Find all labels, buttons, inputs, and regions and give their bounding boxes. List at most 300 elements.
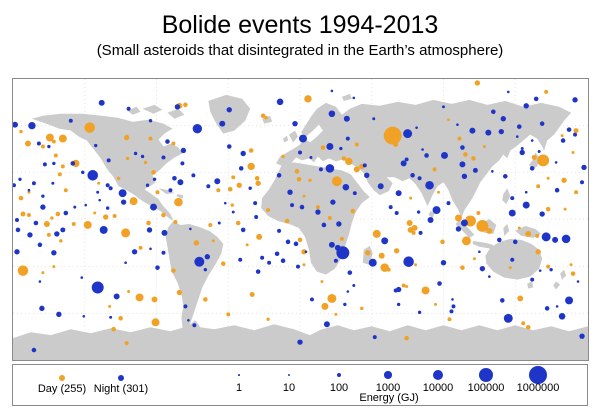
bolide-dot-day xyxy=(231,203,234,206)
bolide-dot-night xyxy=(442,105,445,108)
bolide-dot-day xyxy=(483,145,486,148)
world-map-panel xyxy=(12,78,589,361)
bolide-dot-night xyxy=(187,319,190,322)
bolide-dot-day xyxy=(84,122,95,133)
bolide-dot-night xyxy=(500,298,505,303)
bolide-dot-night xyxy=(410,173,415,178)
bolide-dot-night xyxy=(38,243,43,248)
legend-panel xyxy=(12,364,588,406)
bolide-dot-night xyxy=(92,282,104,294)
bolide-dot-day xyxy=(365,250,370,255)
bolide-dot-day xyxy=(574,128,579,133)
bolide-dot-night xyxy=(334,259,338,263)
bolide-dot-night xyxy=(172,176,177,181)
bolide-dot-day xyxy=(518,226,521,229)
bolide-dot-night xyxy=(534,97,539,102)
bolide-dot-day xyxy=(41,145,45,149)
bolide-dot-day xyxy=(345,158,352,165)
bolide-dot-night xyxy=(473,168,478,173)
bolide-dot-day xyxy=(340,237,344,241)
bolide-dot-day xyxy=(64,188,68,192)
bolide-dot-day xyxy=(156,190,160,194)
bolide-dot-day xyxy=(525,231,531,237)
bolide-dot-night xyxy=(573,133,577,137)
bolide-dot-day xyxy=(384,127,402,145)
bolide-dot-day xyxy=(152,318,160,326)
energy-tick-label: 10000 xyxy=(422,382,454,394)
bolide-dot-day xyxy=(84,221,92,229)
bolide-dot-night xyxy=(39,306,44,311)
energy-tick-circle xyxy=(238,374,240,376)
bolide-dot-night xyxy=(168,188,172,192)
bolide-dot-day xyxy=(532,155,537,160)
bolide-dot-night xyxy=(542,232,551,241)
bolide-dot-day xyxy=(118,316,123,321)
bolide-dot-night xyxy=(396,287,401,292)
bolide-dot-day xyxy=(121,228,130,237)
bolide-dot-day xyxy=(58,172,62,176)
bolide-dot-day xyxy=(171,142,175,146)
bolide-dot-day xyxy=(412,225,418,231)
bolide-dot-night xyxy=(305,250,308,253)
bolide-dot-day xyxy=(455,215,462,222)
bolide-dot-night xyxy=(281,258,286,263)
bolide-dot-day xyxy=(572,151,575,154)
bolide-dot-day xyxy=(517,295,523,301)
bolide-dot-day xyxy=(457,137,461,141)
bolide-dot-night xyxy=(504,314,513,323)
bolide-dot-day xyxy=(509,266,512,269)
bolide-dot-night xyxy=(134,152,137,155)
bolide-dot-night xyxy=(294,242,299,247)
bolide-dot-night xyxy=(227,107,232,112)
bolide-dot-day xyxy=(434,303,437,306)
bolide-dot-night xyxy=(478,250,481,253)
bolide-dot-night xyxy=(579,333,584,338)
bolide-dot-night xyxy=(15,218,19,222)
island-tasmania xyxy=(527,282,533,289)
bolide-dot-night xyxy=(415,126,418,129)
bolide-dot-day xyxy=(117,177,120,180)
bolide-dot-day xyxy=(41,271,44,274)
bolide-dot-day xyxy=(151,170,156,175)
bolide-dot-night xyxy=(549,268,552,271)
bolide-dot-night xyxy=(531,139,534,142)
bolide-dot-night xyxy=(150,204,157,211)
bolide-dot-night xyxy=(501,116,506,121)
bolide-dot-day xyxy=(149,137,153,141)
bolide-dot-night xyxy=(491,109,496,114)
bolide-dot-night xyxy=(98,199,101,202)
bolide-dot-day xyxy=(405,285,408,288)
bolide-dot-day xyxy=(475,80,480,85)
bolide-dot-night xyxy=(545,306,550,311)
bolide-dot-night xyxy=(347,290,350,293)
bolide-dot-night xyxy=(562,235,571,244)
bolide-dot-night xyxy=(363,163,367,167)
bolide-dot-night xyxy=(559,313,566,320)
bolide-dot-day xyxy=(332,176,342,186)
bolide-dot-night xyxy=(530,166,535,171)
bolide-dot-night xyxy=(73,206,76,209)
bolide-dot-night xyxy=(552,237,558,243)
bolide-dot-night xyxy=(441,260,446,265)
bolide-dot-night xyxy=(497,238,502,243)
bolide-dot-day xyxy=(124,135,129,140)
bolide-dot-night xyxy=(121,199,126,204)
bolide-dot-day xyxy=(125,341,129,345)
bolide-dot-night xyxy=(510,258,514,262)
bolide-dot-day xyxy=(570,263,573,266)
energy-tick-circle xyxy=(384,371,391,378)
bolide-dot-day xyxy=(113,214,117,218)
energy-tick-circle xyxy=(433,370,444,381)
bolide-dot-day xyxy=(526,325,531,330)
bolide-dot-night xyxy=(254,215,258,219)
bolide-dot-day xyxy=(437,191,440,194)
bolide-dot-day xyxy=(281,155,284,158)
bolide-dot-night xyxy=(193,124,202,133)
bolide-dot-day xyxy=(194,240,199,245)
bolide-dot-night xyxy=(34,221,39,226)
bolide-dot-day xyxy=(351,209,356,214)
bolide-dot-night xyxy=(204,268,207,271)
bolide-dot-day xyxy=(216,188,220,192)
bolide-dot-day xyxy=(208,223,212,227)
energy-tick-circle xyxy=(288,374,291,377)
bolide-dot-night xyxy=(205,254,210,259)
bolide-dot-day xyxy=(139,246,143,250)
bolide-dot-day xyxy=(546,265,550,269)
bolide-dot-night xyxy=(309,156,312,159)
bolide-dot-night xyxy=(13,183,16,187)
bolide-dot-night xyxy=(60,227,65,232)
bolide-dot-night xyxy=(206,184,210,188)
bolide-dot-day xyxy=(360,307,363,310)
bolide-dot-night xyxy=(339,147,342,150)
bolide-dot-night xyxy=(69,119,73,123)
bolide-dot-day xyxy=(173,220,177,224)
bolide-dot-night xyxy=(87,170,98,181)
bolide-dot-day xyxy=(402,284,406,288)
bolide-dot-night xyxy=(41,194,44,197)
bolide-dot-night xyxy=(418,311,421,314)
figure-title: Bolide events 1994-2013 xyxy=(161,11,439,39)
bolide-dot-night xyxy=(459,161,465,167)
bolide-dot-night xyxy=(40,204,45,209)
energy-axis-label: Energy (GJ) xyxy=(359,392,419,404)
bolide-dot-night xyxy=(43,162,47,166)
bolide-dot-night xyxy=(329,242,335,248)
bolide-dot-night xyxy=(513,240,518,245)
bolide-dot-night xyxy=(239,166,244,171)
bolide-dot-day xyxy=(561,178,566,183)
bolide-dot-night xyxy=(238,258,242,262)
bolide-dot-night xyxy=(373,335,377,339)
bolide-dot-day xyxy=(237,183,242,188)
bolide-dot-night xyxy=(343,303,346,306)
bolide-dot-night xyxy=(352,284,355,287)
bolide-dot-night xyxy=(521,147,524,150)
bolide-dot-day xyxy=(177,290,182,295)
bolide-dot-day xyxy=(247,163,254,170)
bolide-dot-day xyxy=(203,297,208,302)
bolide-dot-night xyxy=(109,316,112,319)
energy-tick-circle xyxy=(337,373,342,378)
bolide-dot-day xyxy=(52,140,56,144)
bolide-dot-day xyxy=(19,196,24,201)
bolide-dot-night xyxy=(421,148,424,151)
bolide-dot-night xyxy=(520,150,525,155)
bolide-dot-night xyxy=(189,228,192,231)
bolide-dot-night xyxy=(310,297,314,301)
bolide-dot-day xyxy=(212,239,215,242)
bolide-dot-night xyxy=(300,205,305,210)
bolide-dot-night xyxy=(480,266,485,271)
bolide-dot-day xyxy=(111,327,116,332)
bolide-dot-day xyxy=(126,157,129,160)
bolide-dot-day xyxy=(127,290,130,293)
bolide-dot-day xyxy=(174,198,183,207)
bolide-dot-night xyxy=(326,164,335,173)
bolide-dot-night xyxy=(119,189,127,197)
bolide-dot-night xyxy=(319,167,323,171)
bolide-dot-night xyxy=(401,160,407,166)
bolide-dot-night xyxy=(54,231,59,236)
bolide-dot-night xyxy=(192,323,196,327)
bolide-dot-night xyxy=(71,161,76,166)
island-britain-ireland xyxy=(283,131,298,143)
bolide-dot-night xyxy=(441,152,448,159)
bolide-dot-night xyxy=(218,221,221,224)
bolide-dot-day xyxy=(387,268,391,272)
bolide-dot-night xyxy=(523,202,530,209)
bolide-dot-night xyxy=(177,179,183,185)
bolide-dot-day xyxy=(535,249,540,254)
bolide-dot-day xyxy=(47,233,51,237)
bolide-dot-night xyxy=(425,181,434,190)
bolide-dot-night xyxy=(56,312,61,317)
bolide-dot-night xyxy=(539,269,542,272)
energy-tick-label: 1000 xyxy=(375,382,401,394)
bolide-dot-day xyxy=(295,169,300,174)
bolide-dot-day xyxy=(255,176,260,181)
bolide-dot-day xyxy=(486,228,492,234)
bolide-dot-night xyxy=(424,153,429,158)
continent-north-america xyxy=(32,114,182,221)
bolide-dot-day xyxy=(285,219,290,224)
bolide-dot-night xyxy=(253,201,257,205)
bolide-dot-night xyxy=(241,151,246,156)
bolide-dot-day xyxy=(103,214,108,219)
bolide-dot-night xyxy=(292,121,297,126)
bolide-dot-day xyxy=(266,208,270,212)
bolide-dot-night xyxy=(165,139,170,144)
bolide-dot-night xyxy=(555,188,560,193)
bolide-dot-night xyxy=(346,137,350,141)
bolide-dot-day xyxy=(321,303,328,310)
bolide-dot-night xyxy=(13,122,18,128)
bolide-dot-night xyxy=(517,124,522,129)
bolide-dot-night xyxy=(330,199,335,204)
bolide-dot-day xyxy=(52,265,55,268)
bolide-dot-day xyxy=(20,212,25,217)
bolide-dot-day xyxy=(297,177,302,182)
bolide-dot-day xyxy=(394,248,399,253)
bolide-dot-day xyxy=(379,253,385,259)
bolide-dot-night xyxy=(84,204,87,207)
bolide-dot-day xyxy=(316,205,320,209)
bolide-dot-night xyxy=(525,191,528,194)
bolide-dot-night xyxy=(132,249,137,254)
bolide-dot-night xyxy=(256,269,261,274)
bolide-dot-day xyxy=(320,280,323,283)
bolide-dot-night xyxy=(32,181,36,185)
bolide-dot-night xyxy=(329,110,336,117)
bolide-dot-night xyxy=(419,231,423,235)
bolide-dot-night xyxy=(567,127,572,132)
bolide-dot-night xyxy=(14,249,19,254)
bolide-dot-night xyxy=(460,145,465,150)
bolide-dot-night xyxy=(106,183,110,187)
bolide-dot-night xyxy=(27,232,32,237)
bolide-dot-day xyxy=(302,195,305,198)
bolide-dot-night xyxy=(51,182,54,185)
bolide-dot-night xyxy=(580,180,584,184)
island-greenland xyxy=(208,95,250,134)
bolide-dot-night xyxy=(556,305,559,308)
bolide-dot-day xyxy=(59,239,62,242)
night-legend-dot xyxy=(118,375,125,382)
bolide-dot-night xyxy=(561,138,566,143)
bolide-dot-day xyxy=(146,221,151,226)
bolide-dot-night xyxy=(538,150,541,153)
bolide-dot-night xyxy=(96,191,99,194)
bolide-dot-night xyxy=(153,178,156,181)
bolide-dot-day xyxy=(246,243,249,246)
bolide-dot-day xyxy=(255,181,260,186)
bolide-dot-night xyxy=(446,201,450,205)
figure-subtitle: (Small asteroids that disintegrated in the Earth’s atmosphere) xyxy=(96,42,504,59)
bolide-dot-night xyxy=(181,148,186,153)
bolide-dot-night xyxy=(456,123,459,126)
bolide-dot-night xyxy=(183,304,187,308)
bolide-dot-night xyxy=(451,298,454,301)
continent-south-america xyxy=(165,221,223,330)
bolide-dot-night xyxy=(109,186,113,190)
bolide-dot-day xyxy=(93,212,96,215)
bolide-dot-day xyxy=(460,265,465,270)
bolide-dot-day xyxy=(130,197,138,205)
bolide-dot-night xyxy=(161,230,167,236)
bolide-dot-night xyxy=(290,203,294,207)
bolide-dot-night xyxy=(462,174,467,179)
bolide-dot-night xyxy=(577,280,580,283)
bolide-dot-night xyxy=(277,99,284,106)
bolide-dot-night xyxy=(572,97,577,102)
bolide-dot-day xyxy=(266,318,269,321)
bolide-dot-night xyxy=(516,135,519,138)
bolide-dot-day xyxy=(264,116,267,119)
bolide-dot-day xyxy=(328,216,332,220)
bolide-dot-night xyxy=(127,107,131,111)
bolide-dot-night xyxy=(175,104,180,109)
bolide-dot-night xyxy=(47,145,50,148)
bolide-dot-day xyxy=(327,294,336,303)
bolide-dot-day xyxy=(256,234,262,240)
bolide-dot-night xyxy=(286,240,291,245)
bolide-dot-day xyxy=(574,190,578,194)
bolide-dot-night xyxy=(194,257,204,267)
bolide-dot-night xyxy=(461,220,468,227)
day-legend-dot xyxy=(59,375,65,381)
bolide-dot-night xyxy=(524,103,529,108)
bolide-dot-day xyxy=(535,234,539,238)
bolide-dot-night xyxy=(395,211,399,215)
bolide-dot-night xyxy=(555,161,558,164)
bolide-dot-day xyxy=(447,118,450,121)
bolide-dot-night xyxy=(180,161,184,165)
bolide-dot-day xyxy=(136,293,144,301)
bolide-dot-night xyxy=(107,158,111,162)
bolide-dot-night xyxy=(418,176,422,180)
bolide-dot-day xyxy=(409,197,412,200)
bolide-dot-day xyxy=(471,156,476,161)
energy-tick-circle xyxy=(479,368,494,383)
bolide-dot-night xyxy=(364,173,369,178)
bolide-dot-night xyxy=(99,100,105,106)
bolide-dot-day xyxy=(231,175,235,179)
bolide-dot-night xyxy=(344,116,350,122)
bolide-dot-night xyxy=(451,304,455,308)
bolide-dot-night xyxy=(491,170,494,173)
bolide-dot-night xyxy=(530,278,534,282)
bolide-dot-night xyxy=(241,228,246,233)
bolide-dot-day xyxy=(355,143,359,147)
bolide-dot-day xyxy=(537,154,549,166)
bolide-dot-night xyxy=(232,211,235,214)
bolide-dot-night xyxy=(277,173,282,178)
bolide-dot-night xyxy=(16,228,21,233)
bolide-dot-day xyxy=(571,271,576,276)
bolide-dot-day xyxy=(544,90,548,94)
bolide-dot-night xyxy=(456,226,461,231)
bolide-dot-night xyxy=(315,209,320,214)
bolide-dot-day xyxy=(414,263,417,266)
bolide-dot-day xyxy=(50,216,53,219)
bolide-dot-day xyxy=(547,177,550,180)
bolide-dot-night xyxy=(141,155,144,158)
bolide-dot-night xyxy=(149,248,152,251)
bolide-dot-day xyxy=(546,207,551,212)
energy-tick-label: 1 xyxy=(235,382,243,394)
bolide-dot-night xyxy=(155,265,160,270)
energy-tick-label: 10 xyxy=(282,382,296,394)
bolide-dot-night xyxy=(94,144,97,147)
bolide-dot-day xyxy=(19,130,22,133)
bolide-dot-night xyxy=(324,321,330,327)
bolide-dot-day xyxy=(228,187,233,192)
bolide-dot-day xyxy=(61,164,65,168)
bolide-dot-night xyxy=(39,280,42,283)
bolide-dot-day xyxy=(72,222,76,226)
bolide-dot-day xyxy=(97,182,100,185)
bolide-dot-day xyxy=(249,148,254,153)
bolide-dot-night xyxy=(147,227,152,232)
bolide-dot-day xyxy=(56,212,61,217)
bolide-dot-night xyxy=(248,187,251,190)
energy-tick-label: 100 xyxy=(329,382,349,394)
